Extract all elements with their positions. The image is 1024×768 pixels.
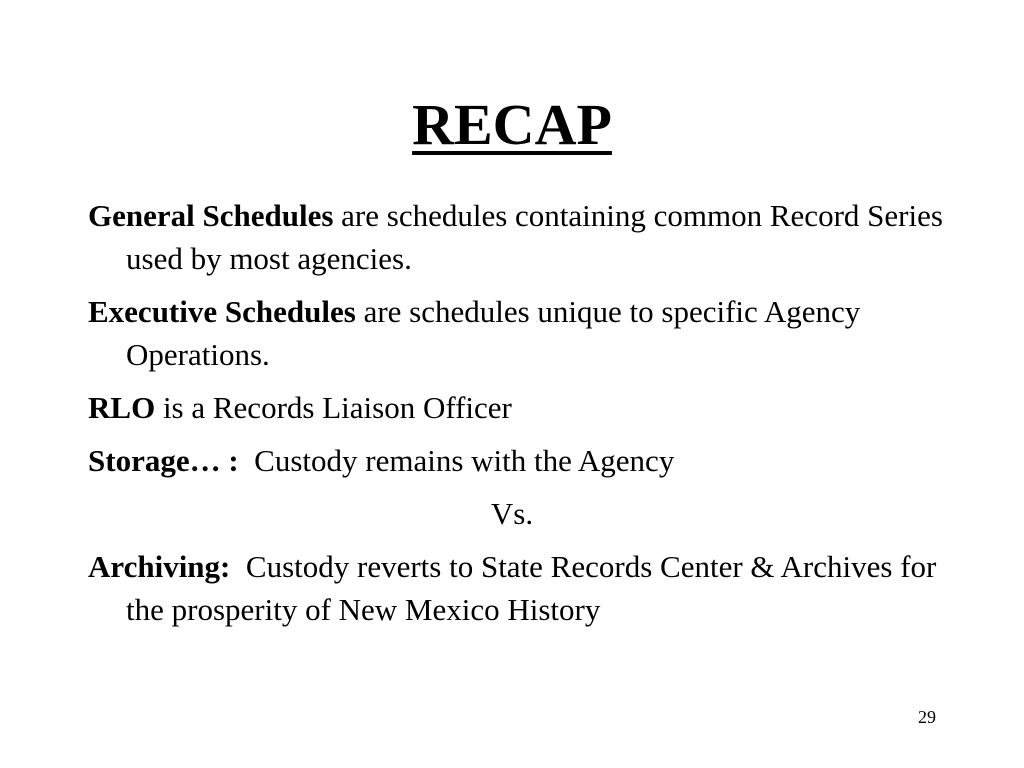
term-archiving: Archiving: xyxy=(88,549,231,584)
definition-text: Custody remains with the Agency xyxy=(238,443,675,478)
definition-storage xyxy=(88,439,948,482)
term-executive-schedules: Executive Schedules xyxy=(88,294,356,329)
definition-executive-schedules xyxy=(88,290,948,376)
versus-label: Vs. xyxy=(490,496,534,531)
definition-text: are schedules containing common Record Series used by most agencies. xyxy=(126,198,943,276)
term-general-schedules: General Schedules xyxy=(88,198,334,233)
term-rlo: RLO xyxy=(88,390,156,425)
slide-body xyxy=(88,194,948,641)
slide-title: RECAP xyxy=(412,92,612,157)
definition-text: Custody reverts to State Records Center & Archives for the prosperity of New Mexico History xyxy=(126,549,945,627)
definition-general-schedules xyxy=(88,194,948,280)
definition-archiving xyxy=(88,545,948,631)
term-storage: Storage… : xyxy=(88,443,239,478)
definition-text: is a Records Liaison Officer xyxy=(155,390,512,425)
page-number: 29 xyxy=(918,707,936,727)
definition-rlo xyxy=(88,386,948,429)
definition-text: are schedules unique to specific Agency Operations. xyxy=(126,294,861,372)
